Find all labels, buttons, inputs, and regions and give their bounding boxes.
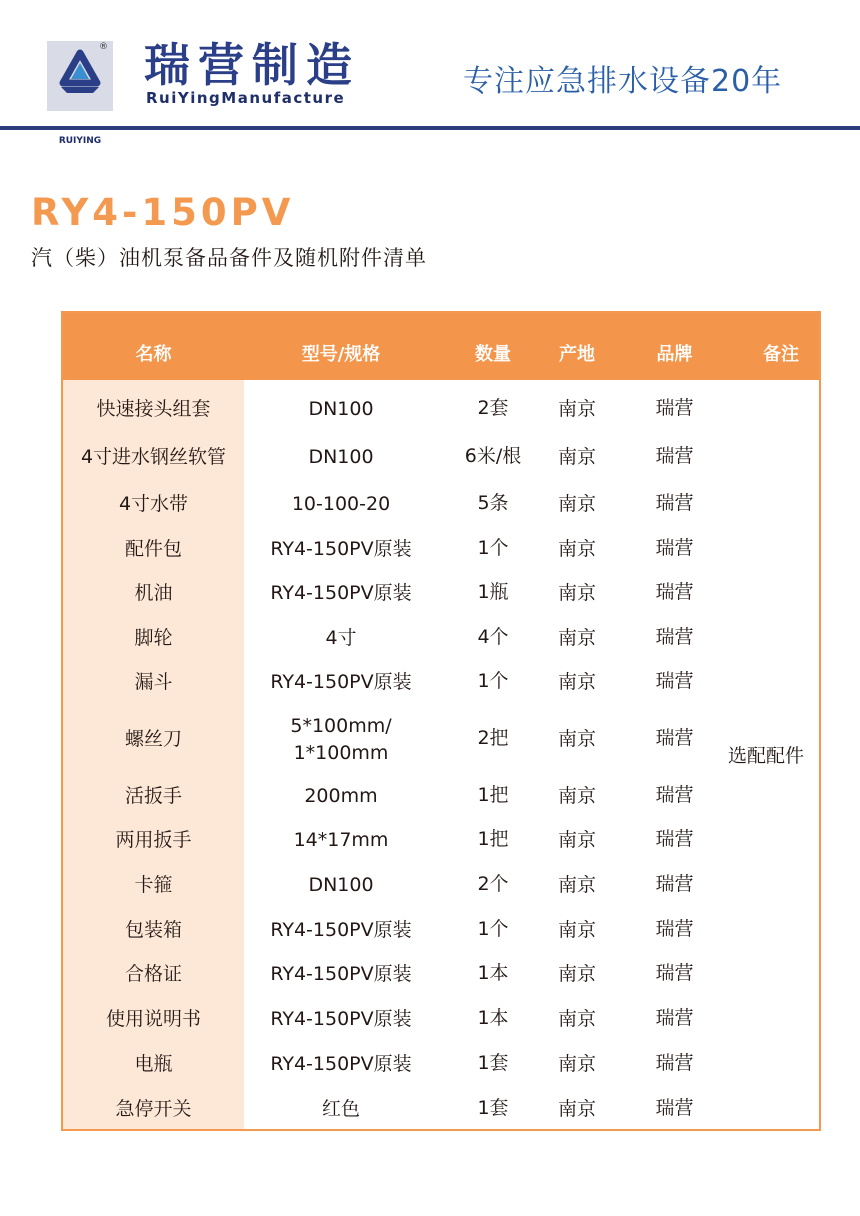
cell-origin: 南京 bbox=[557, 582, 596, 604]
col-header-origin: 产地 bbox=[559, 344, 595, 365]
cell-name: 螺丝刀 bbox=[124, 728, 182, 750]
table-row bbox=[63, 656, 819, 701]
col-header-name: 名称 bbox=[135, 344, 172, 365]
col-header-brand: 品牌 bbox=[656, 344, 693, 365]
table-header bbox=[63, 313, 819, 380]
cell-qty: 1套 bbox=[477, 1051, 509, 1074]
cell-brand: 瑞营 bbox=[655, 625, 694, 648]
cell-origin: 南京 bbox=[557, 492, 596, 515]
cell-brand: 瑞营 bbox=[655, 536, 694, 559]
cell-name: 机油 bbox=[134, 582, 173, 604]
cell-brand: 瑞营 bbox=[655, 1007, 694, 1029]
slogan: 专注应急排水设备20年 bbox=[463, 64, 783, 99]
cell-brand: 瑞营 bbox=[655, 1051, 694, 1074]
cell-spec: RY4-150PV原装 bbox=[270, 918, 412, 941]
cell-name: 4寸水带 bbox=[118, 492, 189, 515]
cell-spec: RY4-150PV原装 bbox=[270, 671, 412, 693]
cell-origin: 南京 bbox=[557, 626, 596, 649]
cell-origin: 南京 bbox=[557, 446, 596, 468]
cell-qty: 5条 bbox=[477, 491, 509, 514]
cell-spec: 4寸 bbox=[325, 626, 357, 649]
cell-spec: RY4-150PV原装 bbox=[270, 582, 412, 604]
col-header-spec: 型号/规格 bbox=[301, 344, 381, 365]
col-header-qty: 数量 bbox=[475, 344, 511, 365]
cell-name: 快速接头组套 bbox=[96, 397, 211, 420]
cell-brand: 瑞营 bbox=[655, 491, 694, 514]
cell-brand: 瑞营 bbox=[655, 727, 694, 749]
cell-spec: 5*100mm/ 1*100mm bbox=[290, 714, 392, 764]
model-title: RY4-150PV bbox=[31, 191, 295, 234]
cell-name: 配件包 bbox=[124, 537, 182, 560]
cell-spec: 14*17mm bbox=[293, 829, 389, 851]
cell-spec: 10-100-20 bbox=[291, 492, 391, 515]
cell-qty: 1本 bbox=[477, 1007, 509, 1029]
parts-table bbox=[61, 311, 821, 1131]
cell-name: 急停开关 bbox=[115, 1098, 192, 1120]
cell-origin: 南京 bbox=[557, 918, 596, 941]
table-row bbox=[63, 1082, 819, 1129]
cell-origin: 南京 bbox=[557, 963, 596, 985]
cell-qty: 1瓶 bbox=[477, 581, 509, 603]
cell-name: 电瓶 bbox=[134, 1052, 173, 1075]
cell-origin: 南京 bbox=[557, 728, 596, 750]
table-row bbox=[63, 477, 819, 523]
cell-qty: 1套 bbox=[477, 1097, 509, 1119]
cell-name: 活扳手 bbox=[124, 784, 182, 807]
cell-origin: 南京 bbox=[557, 784, 596, 807]
cell-qty: 1个 bbox=[477, 670, 509, 692]
cell-origin: 南京 bbox=[557, 1052, 596, 1075]
cell-qty: 1本 bbox=[477, 962, 509, 984]
cell-name: 脚轮 bbox=[134, 626, 173, 649]
cell-qty: 2个 bbox=[477, 873, 509, 895]
cell-qty: 1把 bbox=[477, 783, 509, 806]
cell-spec: DN100 bbox=[308, 874, 374, 896]
cell-qty: 1个 bbox=[477, 917, 509, 940]
cell-spec: DN100 bbox=[308, 397, 374, 420]
cell-spec: RY4-150PV原装 bbox=[270, 537, 412, 560]
table-row bbox=[63, 814, 819, 859]
cell-name: 4寸进水钢丝软管 bbox=[80, 446, 227, 468]
note-cell: 选配配件 bbox=[727, 745, 804, 767]
cell-origin: 南京 bbox=[557, 874, 596, 896]
cell-brand: 瑞营 bbox=[655, 962, 694, 984]
table-row bbox=[63, 430, 819, 477]
cell-brand: 瑞营 bbox=[655, 670, 694, 692]
cell-name: 合格证 bbox=[124, 963, 182, 985]
cell-origin: 南京 bbox=[557, 537, 596, 560]
document-subtitle: 汽（柴）油机泵备品备件及随机附件清单 bbox=[31, 246, 427, 270]
cell-spec: RY4-150PV原装 bbox=[270, 1052, 412, 1075]
table-row bbox=[63, 859, 819, 904]
cell-qty: 4个 bbox=[477, 625, 509, 648]
table-row bbox=[63, 701, 819, 770]
table-row bbox=[63, 1038, 819, 1082]
table-row bbox=[63, 904, 819, 948]
col-header-note: 备注 bbox=[763, 344, 799, 365]
page-header bbox=[0, 0, 860, 146]
table-row bbox=[63, 993, 819, 1038]
table-row bbox=[63, 612, 819, 656]
cell-name: 包装箱 bbox=[124, 918, 182, 941]
cell-brand: 瑞营 bbox=[655, 828, 694, 850]
cell-brand: 瑞营 bbox=[655, 873, 694, 895]
cell-qty: 2套 bbox=[477, 396, 509, 419]
table-row bbox=[63, 380, 819, 430]
table-row bbox=[63, 567, 819, 612]
table-row bbox=[63, 523, 819, 567]
cell-spec: RY4-150PV原装 bbox=[270, 1008, 412, 1030]
cell-spec: 200mm bbox=[304, 784, 378, 807]
cell-brand: 瑞营 bbox=[655, 783, 694, 806]
cell-brand: 瑞营 bbox=[655, 917, 694, 940]
cell-origin: 南京 bbox=[557, 829, 596, 851]
brand-name-en: RuiYingManufacture bbox=[146, 89, 346, 107]
table-row bbox=[63, 770, 819, 814]
cell-name: 两用扳手 bbox=[115, 829, 192, 851]
cell-qty: 1把 bbox=[477, 828, 509, 850]
cell-spec: DN100 bbox=[308, 446, 374, 468]
cell-brand: 瑞营 bbox=[655, 445, 694, 467]
cell-name: 漏斗 bbox=[134, 671, 173, 693]
cell-brand: 瑞营 bbox=[655, 581, 694, 603]
cell-spec: RY4-150PV原装 bbox=[270, 963, 412, 985]
brand-name-cn: 瑞营制造 bbox=[144, 38, 360, 92]
cell-spec: 红色 bbox=[321, 1098, 360, 1120]
registered-mark: ® bbox=[99, 42, 108, 52]
cell-origin: 南京 bbox=[557, 1008, 596, 1030]
header-divider bbox=[0, 126, 860, 130]
cell-qty: 1个 bbox=[477, 536, 509, 559]
cell-origin: 南京 bbox=[557, 1098, 596, 1120]
cell-name: 卡箍 bbox=[134, 874, 173, 896]
cell-name: 使用说明书 bbox=[105, 1008, 201, 1030]
cell-origin: 南京 bbox=[557, 397, 596, 420]
cell-qty: 6米/根 bbox=[464, 445, 522, 467]
cell-qty: 2把 bbox=[477, 727, 509, 749]
cell-origin: 南京 bbox=[557, 671, 596, 693]
table-row bbox=[63, 948, 819, 993]
cell-brand: 瑞营 bbox=[655, 1097, 694, 1119]
cell-brand: 瑞营 bbox=[655, 396, 694, 419]
logo-text: RUIYING bbox=[58, 136, 102, 146]
